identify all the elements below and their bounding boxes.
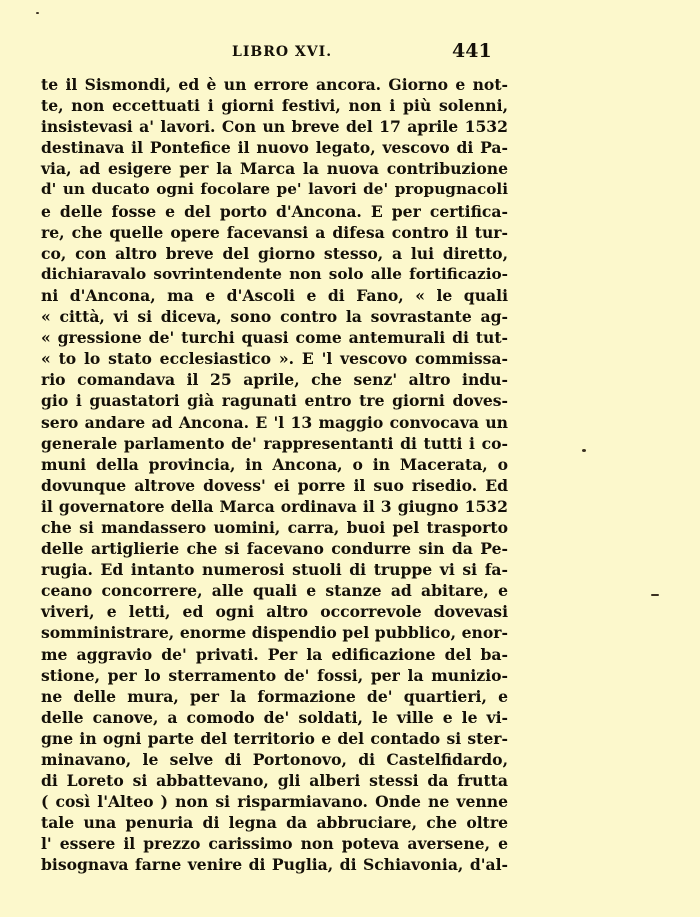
text-line: co, con altro breve del giorno stesso, a lui diretto, <box>41 243 508 263</box>
text-line: delle artiglierie che si facevano condurre sin da Pe- <box>41 539 508 559</box>
text-line: stione, per lo sterramento de' fossi, per la munizio- <box>41 665 508 685</box>
text-line: via, ad esigere per la Marca la nuova contribuzione <box>41 159 508 179</box>
text-line: muni della provincia, in Ancona, o in Macerata, o <box>41 454 508 474</box>
text-line: l' essere il prezzo carissimo non poteva aversene, e <box>41 834 508 854</box>
text-line: sero andare ad Ancona. E 'l 13 maggio convocava un <box>41 412 508 432</box>
text-line: re, che quelle opere facevansi a difesa contro il tur- <box>41 222 508 242</box>
text-line: rugia. Ed intanto numerosi stuoli di truppe vi si fa- <box>41 560 508 580</box>
text-line: bisognava farne venire di Puglia, di Schiavonia, d'al- <box>41 855 508 875</box>
text-line: te, non eccettuati i giorni festivi, non i più solenni, <box>41 96 508 116</box>
text-line: ne delle mura, per la formazione de' quartieri, e <box>41 686 508 706</box>
text-line: te il Sismondi, ed è un errore ancora. Giorno e not- <box>41 75 508 94</box>
text-line: me aggravio de' privati. Per la edificazione del ba- <box>41 644 508 664</box>
page-number: 441 <box>452 40 492 62</box>
text-line: dovunque altrove dovess' ei porre il suo risedio. Ed <box>41 475 508 495</box>
text-line: destinava il Pontefice il nuovo legato, vescovo di Pa- <box>41 138 508 158</box>
text-line: « gressione de' turchi quasi come antemurali di tut- <box>41 328 508 348</box>
text-line: dichiaravalo sovrintendente non solo alle fortificazio- <box>41 264 508 283</box>
text-line: ( così l'Alteo ) non si risparmiavano. Onde ne venne <box>41 792 508 812</box>
text-line: minavano, le selve di Portonovo, di Castelfidardo, <box>41 750 508 769</box>
body-text <box>41 74 508 876</box>
text-line: d' un ducato ogni focolare pe' lavori de' propugnacoli <box>41 180 508 199</box>
text-line: « città, vi si diceva, sono contro la sovrastante ag- <box>41 307 508 327</box>
text-line: gio i guastatori già ragunati entro tre giorni doves- <box>41 391 508 411</box>
text-line: di Loreto si abbattevano, gli alberi stessi da frutta <box>41 771 508 791</box>
text-line: « to lo stato ecclesiastico ». E 'l vescovo commissa- <box>41 349 508 369</box>
text-line: insistevasi a' lavori. Con un breve del 17 aprile 1532 <box>41 117 508 137</box>
text-line: ceano concorrere, alle quali e stanze ad abitare, e <box>41 581 508 601</box>
text-line: tale una penuria di legna da abbruciare, che oltre <box>41 813 508 833</box>
text-line: rio comandava il 25 aprile, che senz' altro indu- <box>41 370 508 390</box>
running-title: LIBRO XVI. <box>232 44 333 60</box>
text-line: e delle fosse e del porto d'Ancona. E per certifica- <box>41 201 508 221</box>
text-line: il governatore della Marca ordinava il 3 giugno 1532 <box>41 496 508 516</box>
text-line: che si mandassero uomini, carra, buoi pel trasporto <box>41 517 508 537</box>
ink-speck <box>36 12 39 14</box>
text-line: generale parlamento de' rappresentanti di tutti i co- <box>41 433 508 453</box>
ink-speck <box>582 449 586 452</box>
text-line: viveri, e letti, ed ogni altro occorrevole dovevasi <box>41 602 508 622</box>
text-line: gne in ogni parte del territorio e del contado si ster- <box>41 728 508 748</box>
ink-speck <box>651 594 659 596</box>
text-line: ni d'Ancona, ma e d'Ascoli e di Fano, « le quali <box>41 285 508 305</box>
text-line: somministrare, enorme dispendio pel pubblico, enor- <box>41 623 508 643</box>
text-line: delle canove, a comodo de' soldati, le ville e le vi- <box>41 707 508 727</box>
